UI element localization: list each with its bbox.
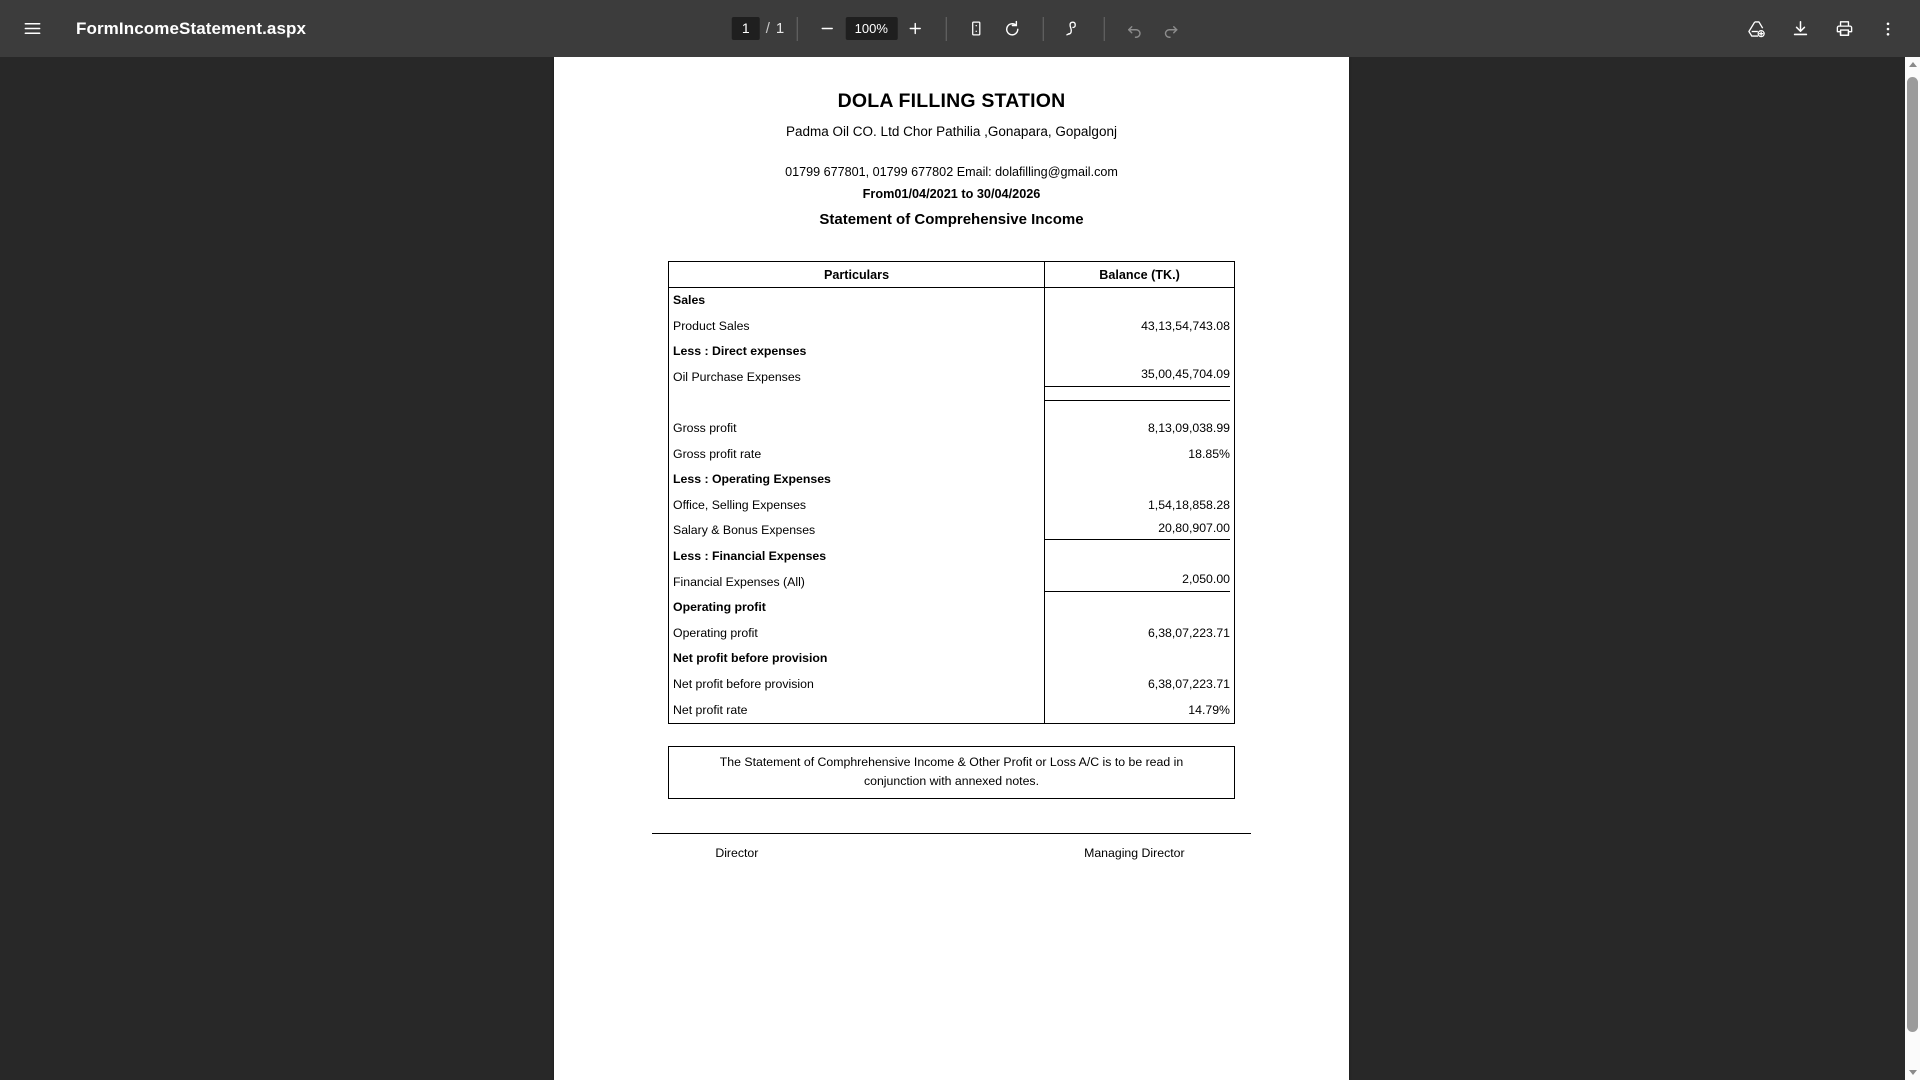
- income-statement-table: [668, 261, 1235, 724]
- table-row: [669, 672, 1235, 698]
- zoom-level-display[interactable]: 100%: [845, 17, 897, 40]
- zoom-in-button[interactable]: [897, 11, 933, 47]
- cell-particular: Less : Direct expenses: [673, 344, 807, 359]
- cell-balance: [1045, 595, 1235, 621]
- toolbar-divider-2: [945, 17, 946, 41]
- cell-particular: Net profit before provision: [673, 651, 828, 666]
- cell-particular: Less : Financial Expenses: [673, 548, 827, 563]
- cell-particular: Financial Expenses (All): [673, 574, 805, 589]
- cell-balance: [1045, 288, 1235, 314]
- hamburger-menu-icon[interactable]: [14, 11, 50, 47]
- cell-particular: [669, 390, 1045, 416]
- table-row: [669, 416, 1235, 442]
- report-title: Statement of Comprehensive Income: [819, 211, 1084, 228]
- cell-particular: Oil Purchase Expenses: [673, 369, 801, 384]
- table-row: [669, 390, 1235, 416]
- table-row: [669, 698, 1235, 724]
- column-header-balance: Balance (TK.): [1045, 262, 1235, 288]
- redo-icon[interactable]: [1152, 11, 1188, 47]
- scroll-down-arrow-icon[interactable]: [1905, 1065, 1920, 1080]
- income-statement-table-wrapper: [668, 261, 1235, 724]
- cell-balance: 8,13,09,038.99: [1045, 416, 1235, 442]
- toolbar-divider-1: [796, 17, 797, 41]
- signature-director: Director: [715, 845, 759, 860]
- cell-particular: Operating profit: [673, 600, 766, 615]
- page-total-count: 1: [775, 20, 785, 37]
- table-row: [669, 621, 1235, 647]
- cell-particular: Product Sales: [673, 318, 750, 333]
- zoom-out-button[interactable]: [809, 11, 845, 47]
- cell-particular: Office, Selling Expenses: [673, 497, 807, 512]
- cell-balance: 14.79%: [1045, 698, 1235, 724]
- pdf-page-1: [554, 57, 1349, 1080]
- cell-balance: 2,050.00: [1045, 570, 1235, 596]
- cell-particular: Salary & Bonus Expenses: [673, 523, 816, 538]
- page-number-input[interactable]: [732, 17, 760, 40]
- fit-to-page-icon[interactable]: [958, 11, 994, 47]
- toolbar-left-group: [14, 11, 306, 47]
- table-row: [669, 595, 1235, 621]
- company-name: DOLA FILLING STATION: [837, 90, 1066, 112]
- pdf-viewer-canvas[interactable]: [0, 57, 1905, 1080]
- toolbar-center-group: [732, 11, 1189, 47]
- more-vertical-icon[interactable]: [1870, 11, 1906, 47]
- company-contact: 01799 677801, 01799 677802 Email: dolafilling@gmail.com: [785, 165, 1118, 179]
- cell-balance: 6,38,07,223.71: [1045, 672, 1235, 698]
- scroll-up-arrow-icon[interactable]: [1905, 57, 1920, 72]
- signature-managing-director: Managing Director: [1084, 845, 1185, 860]
- cell-balance: [1045, 544, 1235, 570]
- document-header: [554, 57, 1349, 228]
- page-separator: /: [765, 20, 770, 37]
- cell-balance: 35,00,45,704.09: [1045, 365, 1235, 391]
- ink-annotate-icon[interactable]: [1055, 11, 1091, 47]
- save-to-drive-icon[interactable]: [1738, 11, 1774, 47]
- rotate-counterclockwise-icon[interactable]: [994, 11, 1030, 47]
- table-row: [669, 288, 1235, 314]
- cell-particular: Net profit rate: [673, 702, 748, 717]
- cell-balance: [1045, 467, 1235, 493]
- toolbar-right-group: [1738, 11, 1906, 47]
- company-address: Padma Oil CO. Ltd Chor Pathilia ,Gonapara, Gopalgonj: [786, 124, 1117, 139]
- toolbar-divider-4: [1103, 17, 1104, 41]
- table-row: [669, 570, 1235, 596]
- table-row: [669, 518, 1235, 544]
- table-body: [669, 288, 1235, 724]
- table-header-row: [669, 262, 1235, 288]
- scrollbar-thumb[interactable]: [1907, 77, 1918, 1032]
- cell-balance: 43,13,54,743.08: [1045, 314, 1235, 340]
- download-icon[interactable]: [1782, 11, 1818, 47]
- cell-balance: [1045, 390, 1235, 416]
- cell-particular: Net profit before provision: [673, 676, 814, 691]
- table-row: [669, 365, 1235, 391]
- cell-particular: Gross profit rate: [673, 446, 762, 461]
- column-header-particulars: Particulars: [669, 262, 1045, 288]
- table-row: [669, 339, 1235, 365]
- table-row: [669, 442, 1235, 468]
- undo-icon[interactable]: [1116, 11, 1152, 47]
- table-row: [669, 314, 1235, 340]
- cell-particular: Sales: [673, 293, 706, 308]
- cell-balance: 6,38,07,223.71: [1045, 621, 1235, 647]
- pdf-toolbar: [0, 0, 1920, 57]
- vertical-scrollbar[interactable]: [1905, 57, 1920, 1080]
- document-file-title: FormIncomeStatement.aspx: [76, 18, 307, 38]
- toolbar-divider-3: [1042, 17, 1043, 41]
- print-icon[interactable]: [1826, 11, 1862, 47]
- cell-balance: [1045, 646, 1235, 672]
- report-period: From01/04/2021 to 30/04/2026: [862, 187, 1041, 201]
- cell-balance: 1,54,18,858.28: [1045, 493, 1235, 519]
- table-row: [669, 544, 1235, 570]
- cell-particular: Gross profit: [673, 421, 737, 435]
- table-row: [669, 646, 1235, 672]
- table-row: [669, 467, 1235, 493]
- cell-particular: Less : Operating Expenses: [673, 472, 831, 487]
- table-row: [669, 493, 1235, 519]
- table-head: [669, 262, 1235, 288]
- statement-note: The Statement of Comphrehensive Income & Other Profit or Loss A/C is to be read in conjunction with annexed notes.: [668, 746, 1235, 799]
- signature-rule: [652, 833, 1251, 834]
- cell-balance: 20,80,907.00: [1045, 518, 1235, 544]
- cell-particular: Operating profit: [673, 625, 758, 640]
- cell-balance: [1045, 339, 1235, 365]
- signature-row: [554, 846, 1349, 860]
- cell-balance: 18.85%: [1045, 442, 1235, 468]
